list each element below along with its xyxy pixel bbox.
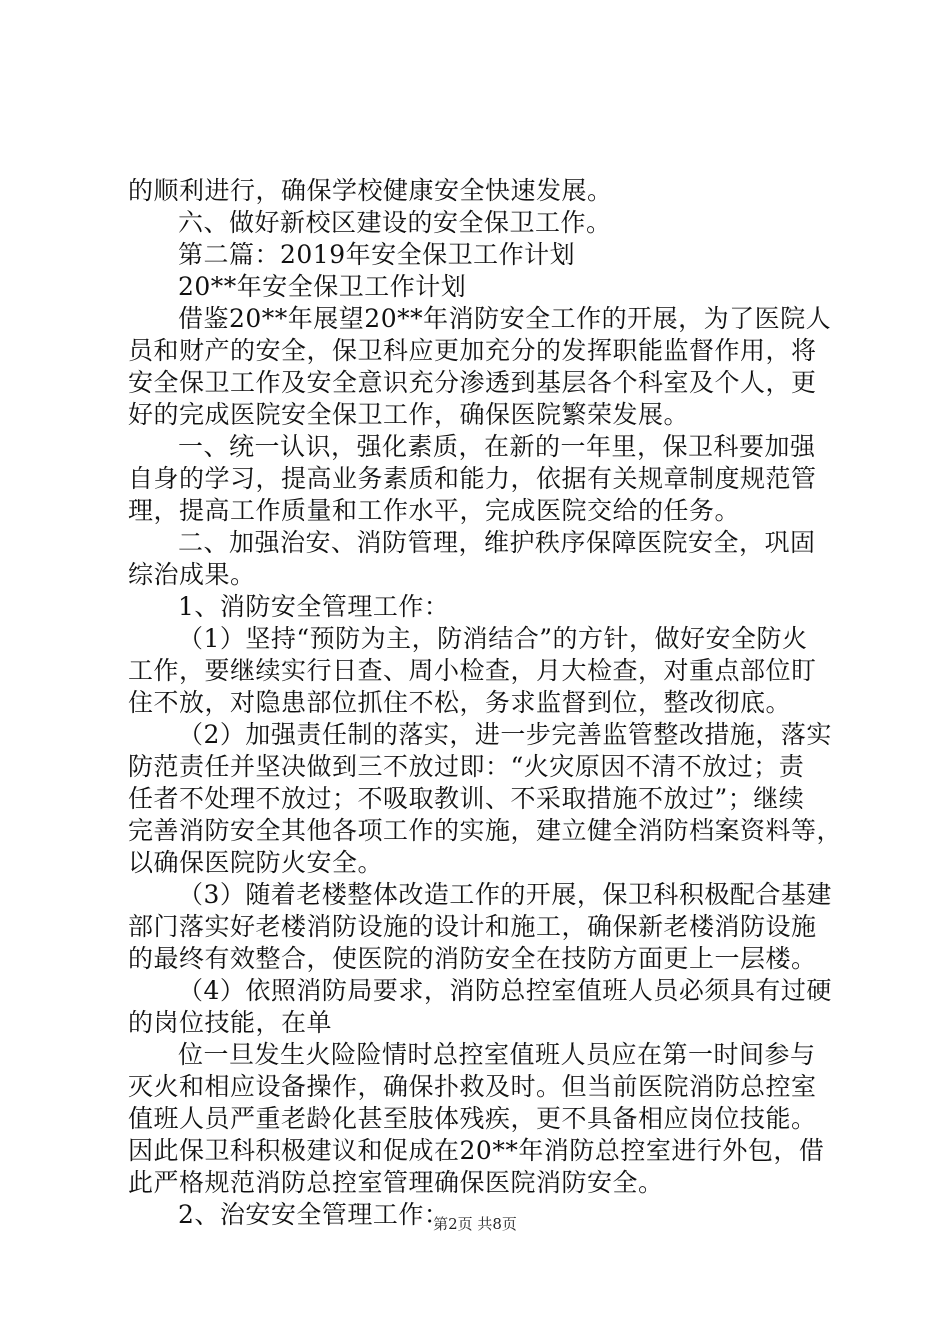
- paragraph-line: （2）加强责任制的落实，进一步完善监管整改措施，落实: [178, 720, 832, 749]
- paragraph-line: 的顺利进行，确保学校健康安全快速发展。: [128, 176, 613, 205]
- heading-six-line: 六、做好新校区建设的安全保卫工作。: [178, 208, 612, 237]
- subsection-title: 2、治安安全管理工作：: [178, 1200, 450, 1229]
- paragraph-line: 的最终有效整合，使医院的消防安全在技防方面更上一层楼。: [128, 944, 817, 973]
- paragraph-line: 一、统一认识，强化素质，在新的一年里，保卫科要加强: [178, 432, 816, 461]
- paragraph-line: （1）坚持“预防为主，防消结合”的方针，做好安全防火: [178, 624, 808, 653]
- paragraph-line: （4）依照消防局要求，消防总控室值班人员必须具有过硬: [178, 976, 832, 1005]
- paragraph-line: 位一旦发生火险险情时总控室值班人员应在第一时间参与: [178, 1040, 816, 1069]
- paragraph-line: 任者不处理不放过；不吸取教训、不采取措施不放过”；继续: [128, 784, 805, 813]
- paragraph-line: 防范责任并坚决做到三不放过即：“火灾原因不清不放过；责: [128, 752, 805, 781]
- paragraph-line: 因此保卫科积极建议和促成在20**年消防总控室进行外包，借: [128, 1136, 825, 1165]
- paragraph-line: （3）随着老楼整体改造工作的开展，保卫科积极配合基建: [178, 880, 832, 909]
- paragraph-line: 部门落实好老楼消防设施的设计和施工，确保新老楼消防设施: [128, 912, 817, 941]
- paragraph-line: 值班人员严重老龄化甚至肢体残疾，更不具备相应岗位技能。: [128, 1104, 817, 1133]
- paragraph-line: 二、加强治安、消防管理，维护秩序保障医院安全，巩固: [178, 528, 816, 557]
- paragraph-line: 自身的学习，提高业务素质和能力，依据有关规章制度规范管: [128, 464, 817, 493]
- paragraph-line: 好的完成医院安全保卫工作，确保医院繁荣发展。: [128, 400, 690, 429]
- paragraph-line: 完善消防安全其他各项工作的实施，建立健全消防档案资料等，: [128, 816, 843, 845]
- paragraph-line: 安全保卫工作及安全意识充分渗透到基层各个科室及个人，更: [128, 368, 817, 397]
- paragraph-line: 员和财产的安全，保卫科应更加充分的发挥职能监督作用，将: [128, 336, 817, 365]
- paragraph-line: 工作，要继续实行日查、周小检查，月大检查，对重点部位盯: [128, 656, 817, 685]
- paragraph-line: 灭火和相应设备操作，确保扑救及时。但当前医院消防总控室: [128, 1072, 817, 1101]
- paragraph-line: 以确保医院防火安全。: [128, 848, 384, 877]
- paragraph-line: 住不放，对隐患部位抓住不松，务求监督到位，整改彻底。: [128, 688, 792, 717]
- paragraph-line: 此严格规范消防总控室管理确保医院消防安全。: [128, 1168, 664, 1197]
- paragraph-line: 的岗位技能，在单: [128, 1008, 333, 1037]
- paragraph-line: 理，提高工作质量和工作水平，完成医院交给的任务。: [128, 496, 741, 525]
- chapter-title: 第二篇：2019年安全保卫工作计划: [178, 240, 576, 269]
- section-title: 20**年安全保卫工作计划: [178, 272, 467, 301]
- paragraph-line: 综治成果。: [128, 560, 256, 589]
- subsection-title: 1、消防安全管理工作：: [178, 592, 450, 621]
- page-number-footer: 第2页 共8页: [433, 1215, 517, 1233]
- paragraph-line: 借鉴20**年展望20**年消防安全工作的开展，为了医院人: [178, 304, 832, 333]
